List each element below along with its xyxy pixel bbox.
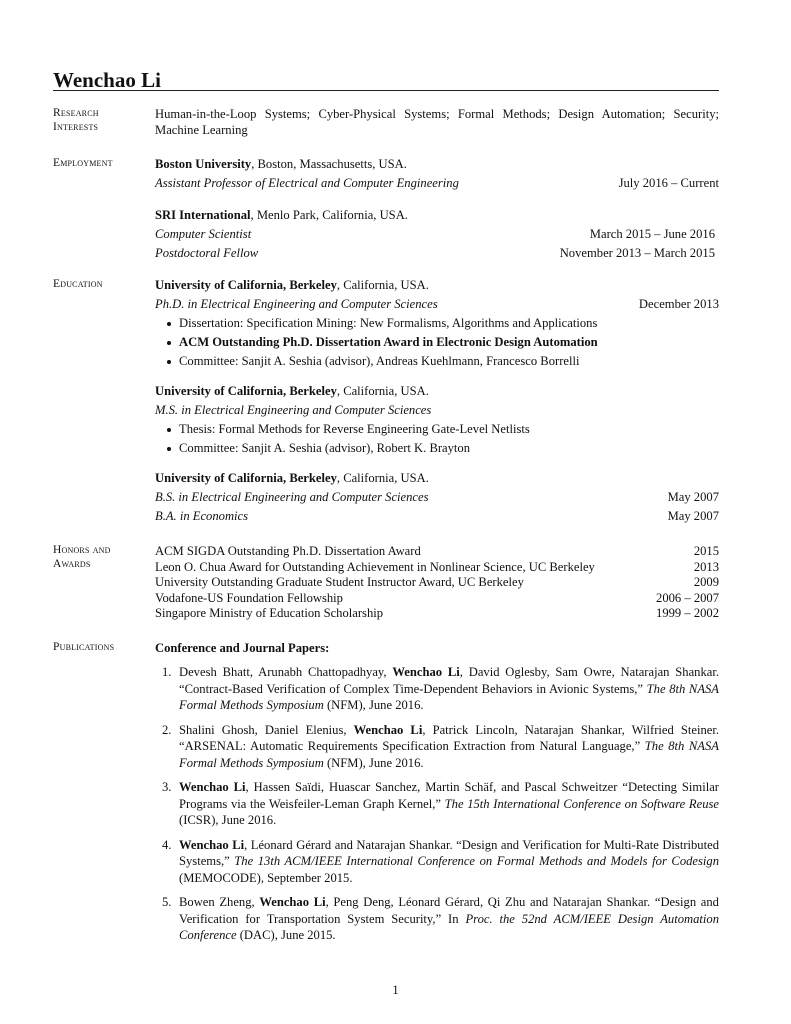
page-number: 1 <box>392 983 399 997</box>
publication-suffix: (NFM), June 2016. <box>323 698 424 712</box>
publication-authors: , Hassen Saïdi, Huascar Sanchez, Martin Schäf, and Pascal Schweitzer <box>245 780 623 794</box>
role-row <box>155 245 719 264</box>
school-location: , California, USA. <box>336 384 429 398</box>
publication-item <box>155 779 719 829</box>
publication-venue: The 15th International Conference on Software Reuse <box>444 796 719 811</box>
award-name: Singapore Ministry of Education Scholarship <box>155 606 384 620</box>
employment-label: Employment <box>53 157 113 169</box>
list-item: Thesis: Formal Methods for Reverse Engineering Gate-Level Netlists <box>179 421 719 440</box>
role-date: March 2015 – June 2016 <box>589 227 715 241</box>
role-row <box>155 226 719 245</box>
role-date: July 2016 – Current <box>618 176 719 190</box>
degree-date: May 2007 <box>667 509 719 523</box>
publication-venue: The 8th NASA Formal Methods Symposium <box>179 739 719 770</box>
school-heading <box>155 277 719 296</box>
award-name: University Outstanding Graduate Student Instructor Award, UC Berkeley <box>155 575 524 589</box>
degree-row <box>155 489 719 508</box>
publication-number: 5. <box>162 895 172 909</box>
employer-name: Boston University <box>155 157 252 171</box>
award-name: ACM SIGDA Outstanding Ph.D. Dissertation Award <box>155 544 421 558</box>
employer-name: SRI International <box>155 208 251 222</box>
school-location: , California, USA. <box>336 471 429 485</box>
publication-suffix: (MEMOCODE), September 2015. <box>179 870 353 885</box>
employer-location: , Menlo Park, California, USA. <box>250 208 408 222</box>
award-row <box>155 574 719 590</box>
role-row <box>155 175 719 194</box>
school-location: , California, USA. <box>336 278 429 292</box>
publication-number: 4. <box>162 837 172 852</box>
school-heading <box>155 383 719 402</box>
school-name: University of California, Berkeley <box>155 278 337 292</box>
publication-venue: The 8th NASA Formal Methods Symposium <box>179 681 719 712</box>
degree-date: December 2013 <box>638 297 719 311</box>
employer-heading <box>155 207 719 226</box>
award-date: 2013 <box>693 559 719 574</box>
award-row <box>155 543 719 559</box>
publication-authors: Devesh Bhatt, Arunabh Chattopadhyay, <box>179 665 393 679</box>
cv-name: Wenchao Li <box>53 68 161 92</box>
award-name: Vodafone-US Foundation Fellowship <box>155 590 343 605</box>
publications-label: Publications <box>53 641 115 653</box>
publication-title: “ARSENAL: Automatic Requirements Specification Extraction from Natural Language,” <box>179 739 645 753</box>
list-item: ACM Outstanding Ph.D. Dissertation Award in Electronic Design Automation <box>179 334 719 353</box>
publication-venue: The 13th ACM/IEEE International Conference on Formal Methods and Models for Codesign <box>234 854 719 868</box>
degree-title: B.A. in Economics <box>155 509 249 523</box>
degree-row <box>155 296 719 315</box>
publication-title: “Contract-Based Verification of Complex Time-Dependent Behaviors in Avionic Systems,” <box>179 681 647 696</box>
publication-authors: , Léonard Gérard and Natarajan Shankar. <box>244 837 457 852</box>
publication-suffix: (NFM), June 2016. <box>323 755 424 770</box>
degree-title: M.S. in Electrical Engineering and Computer Sciences <box>155 403 432 417</box>
award-date: 2009 <box>693 575 719 589</box>
education-label: Education <box>53 278 103 290</box>
degree-row <box>155 508 719 527</box>
research-label: Research Interests <box>53 107 99 133</box>
name-underline <box>53 90 719 91</box>
publication-authors: , David Oglesby, Sam Owre, Natarajan Shankar. <box>459 665 719 679</box>
role-date: November 2013 – March 2015 <box>559 246 715 260</box>
degree-date: May 2007 <box>667 490 719 504</box>
publication-self-author: Wenchao Li <box>259 895 326 909</box>
list-item: Committee: Sanjit A. Seshia (advisor), Robert K. Brayton <box>179 440 719 459</box>
publication-list <box>155 664 719 944</box>
degree-title: Ph.D. in Electrical Engineering and Computer Sciences <box>155 297 438 311</box>
publication-item <box>155 894 719 944</box>
phd-details <box>155 315 719 372</box>
publication-suffix: (ICSR), June 2016. <box>179 813 277 827</box>
award-date: 2015 <box>693 544 719 558</box>
publication-authors: , Peng Deng, Léonard Gérard, Qi Zhu and Natarajan Shankar. <box>325 895 655 909</box>
school-name: University of California, Berkeley <box>155 471 337 485</box>
publication-self-author: Wenchao Li <box>179 780 246 794</box>
research-text: Human-in-the-Loop Systems; Cyber-Physical Systems; Formal Methods; Design Automation; Security; Machine Learning <box>155 107 719 137</box>
publication-number: 3. <box>162 780 172 794</box>
award-row <box>155 590 719 606</box>
role-title: Assistant Professor of Electrical and Computer Engineering <box>155 176 459 190</box>
publication-self-author: Wenchao Li <box>353 722 423 737</box>
publication-item <box>155 837 719 887</box>
publication-title: “Detecting Similar Programs via the Weisfeiler-Leman Graph Kernel,” <box>179 780 720 811</box>
role-title: Postdoctoral Fellow <box>155 246 259 260</box>
degree-row <box>155 402 719 421</box>
degree-title: B.S. in Electrical Engineering and Computer Sciences <box>155 490 429 504</box>
role-title: Computer Scientist <box>155 227 252 241</box>
award-row <box>155 605 719 621</box>
honors-label: Honors and Awards <box>53 544 111 570</box>
publication-number: 2. <box>162 722 172 737</box>
publications-subheading: Conference and Journal Papers: <box>155 641 330 655</box>
list-item: Dissertation: Specification Mining: New Formalisms, Algorithms and Applications <box>179 315 719 334</box>
publication-number: 1. <box>162 665 172 679</box>
ms-details <box>155 421 719 459</box>
employer-heading <box>155 156 719 175</box>
award-row <box>155 559 719 575</box>
publication-item <box>155 722 719 772</box>
school-name: University of California, Berkeley <box>155 384 337 398</box>
publication-authors: Bowen Zheng, <box>179 895 260 909</box>
school-heading <box>155 470 719 489</box>
publication-title: “Design and Verification for Transportation System Security,” In <box>179 895 719 926</box>
publication-venue: Proc. the 52nd ACM/IEEE Design Automation Conference <box>179 911 719 942</box>
publication-authors: , Patrick Lincoln, Natarajan Shankar, Wilfried Steiner. <box>422 722 719 737</box>
publication-authors: Shalini Ghosh, Daniel Elenius, <box>179 722 354 737</box>
publication-suffix: (DAC), June 2015. <box>236 928 336 942</box>
publication-item <box>155 664 719 714</box>
award-date: 1999 – 2002 <box>656 606 719 620</box>
publication-self-author: Wenchao Li <box>392 665 460 679</box>
employer-location: , Boston, Massachusetts, USA. <box>251 157 407 171</box>
list-item: Committee: Sanjit A. Seshia (advisor), Andreas Kuehlmann, Francesco Borrelli <box>179 353 719 372</box>
publication-self-author: Wenchao Li <box>179 837 245 852</box>
publication-title: “Design and Verification for Multi-Rate Distributed Systems,” <box>179 837 719 868</box>
award-date: 2006 – 2007 <box>656 590 719 605</box>
award-name: Leon O. Chua Award for Outstanding Achievement in Nonlinear Science, UC Berkeley <box>155 559 595 574</box>
